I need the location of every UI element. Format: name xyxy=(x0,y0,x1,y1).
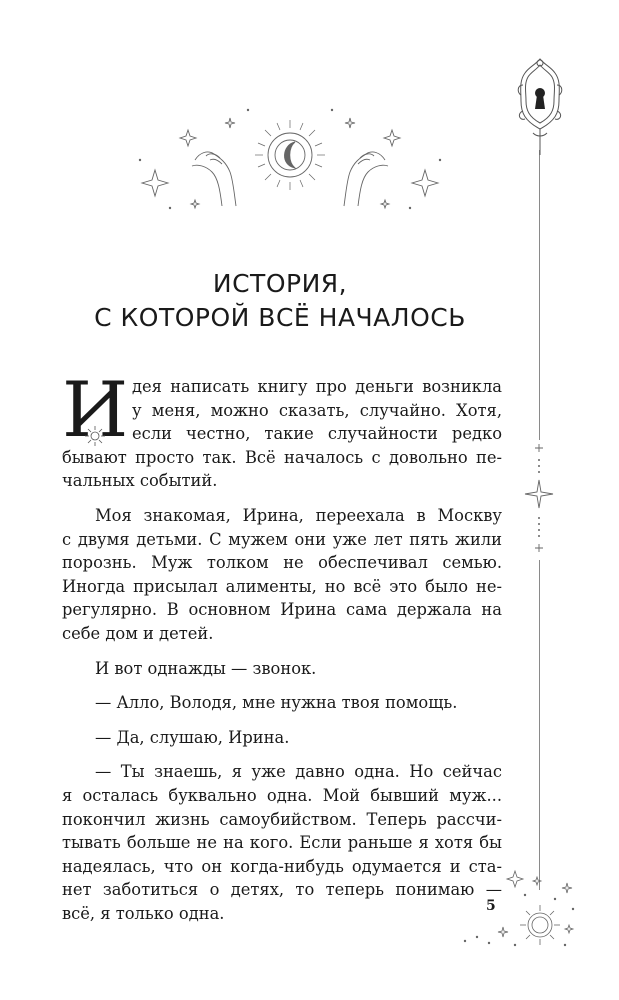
text-line: порознь. Муж толком не обеспечивал семью. xyxy=(62,553,502,573)
text-line: надеялась, что он когда-нибудь одумается и ста- xyxy=(62,856,502,876)
paragraph-1 xyxy=(62,365,502,493)
paragraph-4: — Алло, Володя, мне нужна твоя помощь. xyxy=(95,693,458,713)
moon-hands-ornament xyxy=(130,100,450,220)
text-line: Моя знакомая, Ирина, переехала в Москву xyxy=(95,505,502,525)
drop-cap-box xyxy=(62,365,130,454)
chapter-title xyxy=(60,267,500,335)
paragraph-6 xyxy=(62,760,502,925)
chapter-title-line-2: С КОТОРОЙ ВСЁ НАЧАЛОСЬ xyxy=(94,302,466,332)
paragraph-3: И вот однажды — звонок. xyxy=(95,658,317,678)
text-line: с двумя детьми. С мужем они уже лет пять жили xyxy=(62,529,502,549)
text-line: бывают просто так. Всё началось с довольно пе- xyxy=(62,447,502,467)
text-line: я осталась буквально одна. Мой бывший муж... xyxy=(62,785,502,805)
sun-icon xyxy=(84,425,106,447)
text-line: у меня, можно сказать, случайно. Хотя, xyxy=(132,400,502,420)
side-rule-top xyxy=(539,150,540,440)
text-line: Иногда присылал алименты, но всё это было не- xyxy=(62,576,502,596)
text-line: регулярно. В основном Ирина сама держала на xyxy=(62,600,502,620)
chapter-title-line-1: ИСТОРИЯ, xyxy=(212,268,348,298)
text-line: дея написать книгу про деньги возникла xyxy=(132,377,502,396)
text-line: тывать больше не на кого. Если раньше я хотя бы xyxy=(62,833,502,853)
sun-stars-ornament xyxy=(455,865,580,950)
text-line: покончил жизнь самоубийством. Теперь рассчи- xyxy=(62,809,502,829)
side-star-ornament xyxy=(520,440,560,560)
text-line: чальных событий. xyxy=(62,471,218,491)
page-number: 5 xyxy=(486,898,496,914)
side-rule-bottom xyxy=(539,560,540,890)
text-line: нет заботиться о детях, то теперь понимаю — xyxy=(62,880,502,900)
drop-cap: И xyxy=(62,365,129,454)
paragraph-2 xyxy=(62,504,502,646)
text-line: — Ты знаешь, я уже давно одна. Но сейчас xyxy=(95,762,502,782)
text-line: себе дом и детей. xyxy=(62,623,214,643)
text-line: всё, я только одна. xyxy=(62,903,225,923)
keyhole-icon xyxy=(515,55,565,155)
text-line: если честно, такие случайности редко xyxy=(132,424,502,444)
paragraph-5: — Да, слушаю, Ирина. xyxy=(95,727,290,747)
body-text xyxy=(62,365,502,936)
